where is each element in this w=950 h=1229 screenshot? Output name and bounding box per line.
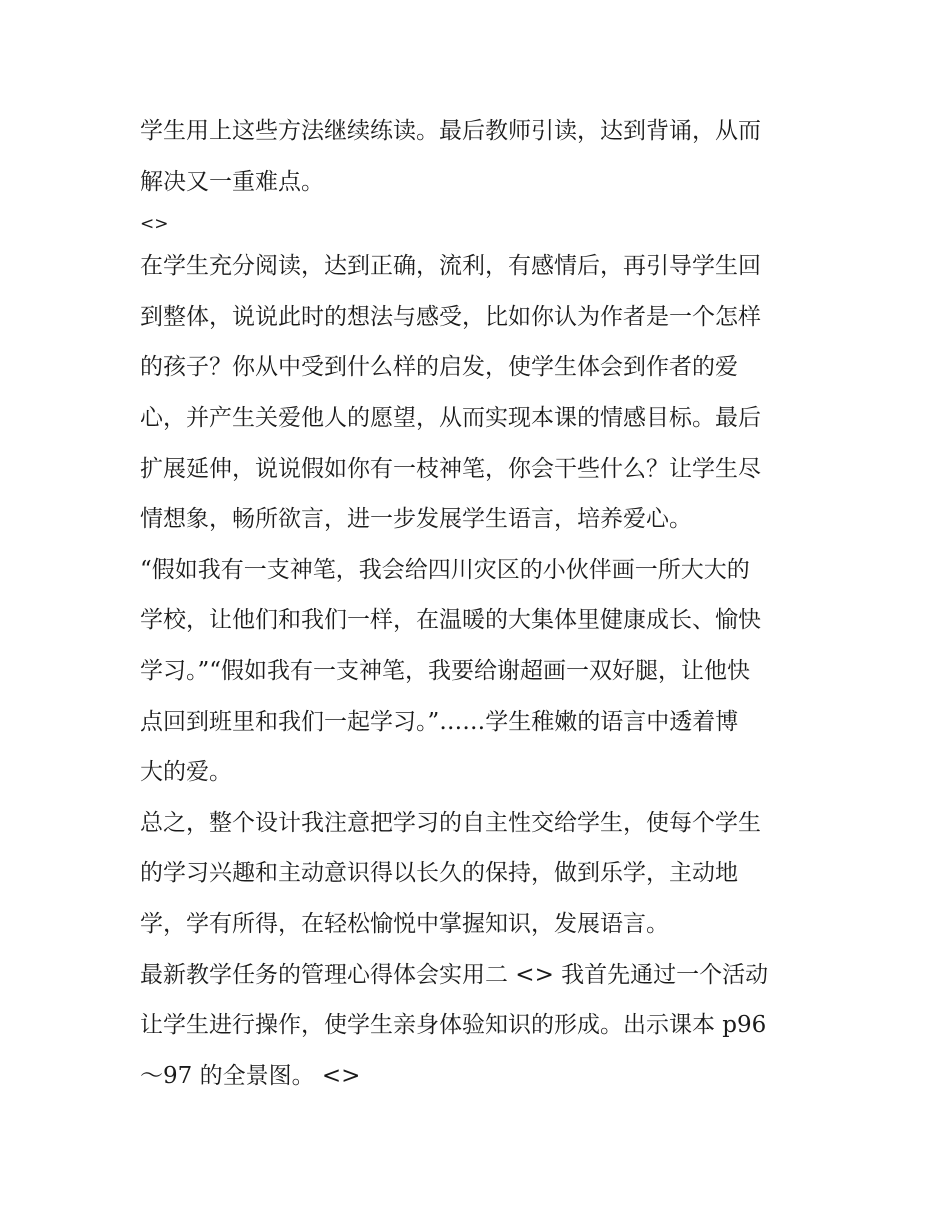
text-line: 心，并产生关爱他人的愿望，从而实现本课的情感目标。最后	[140, 404, 761, 431]
text-line: 学，学有所得，在轻松愉悦中掌握知识，发展语言。	[140, 910, 669, 937]
text-line: “假如我有一支神笔，我会给四川灾区的小伙伴画一所大大的	[140, 556, 750, 583]
text-line: 情想象，畅所欲言，进一步发展学生语言，培养爱心。	[140, 506, 692, 533]
text-line: 的孩子？你从中受到什么样的启发，使学生体会到作者的爱	[140, 354, 738, 381]
paragraph-reading-practice	[140, 106, 815, 207]
text-line: ～97 的全景图。 <>	[140, 1062, 361, 1089]
paragraph-summary	[140, 798, 815, 950]
text-line: 解决又一重难点。	[140, 168, 324, 195]
text-line: 点回到班里和我们一起学习。”……学生稚嫩的语言中透着博	[140, 708, 739, 735]
text-line: 最新教学任务的管理心得体会实用二 <> 我首先通过一个活动	[140, 961, 769, 988]
text-line: 在学生充分阅读，达到正确，流利，有感情后，再引导学生回	[140, 253, 761, 280]
paragraph-return-to-whole	[140, 241, 815, 545]
text-line: 大的爱。	[140, 759, 232, 786]
text-line: 到整体，说说此时的想法与感受，比如你认为作者是一个怎样	[140, 303, 761, 330]
text-line: 扩展延伸，说说假如你有一枝神笔，你会干些什么？让学生尽	[140, 455, 761, 482]
document-body	[140, 106, 815, 1101]
text-line: 的学习兴趣和主动意识得以长久的保持，做到乐学，主动地	[140, 860, 738, 887]
paragraph-second-section	[140, 950, 815, 1102]
text-line: 学校，让他们和我们一样，在温暖的大集体里健康成长、愉快	[140, 607, 761, 634]
text-line: 让学生进行操作，使学生亲身体验知识的形成。出示课本 p96	[140, 1012, 767, 1039]
section-marker: <>	[140, 214, 169, 235]
text-line: 学生用上这些方法继续练读。最后教师引读，达到背诵，从而	[140, 118, 761, 144]
text-line: 总之，整个设计我注意把学习的自主性交给学生，使每个学生	[140, 809, 761, 836]
text-line: 学习。”“假如我有一支神笔，我要给谢超画一双好腿，让他快	[140, 657, 751, 684]
paragraph-student-quotes	[140, 545, 815, 798]
